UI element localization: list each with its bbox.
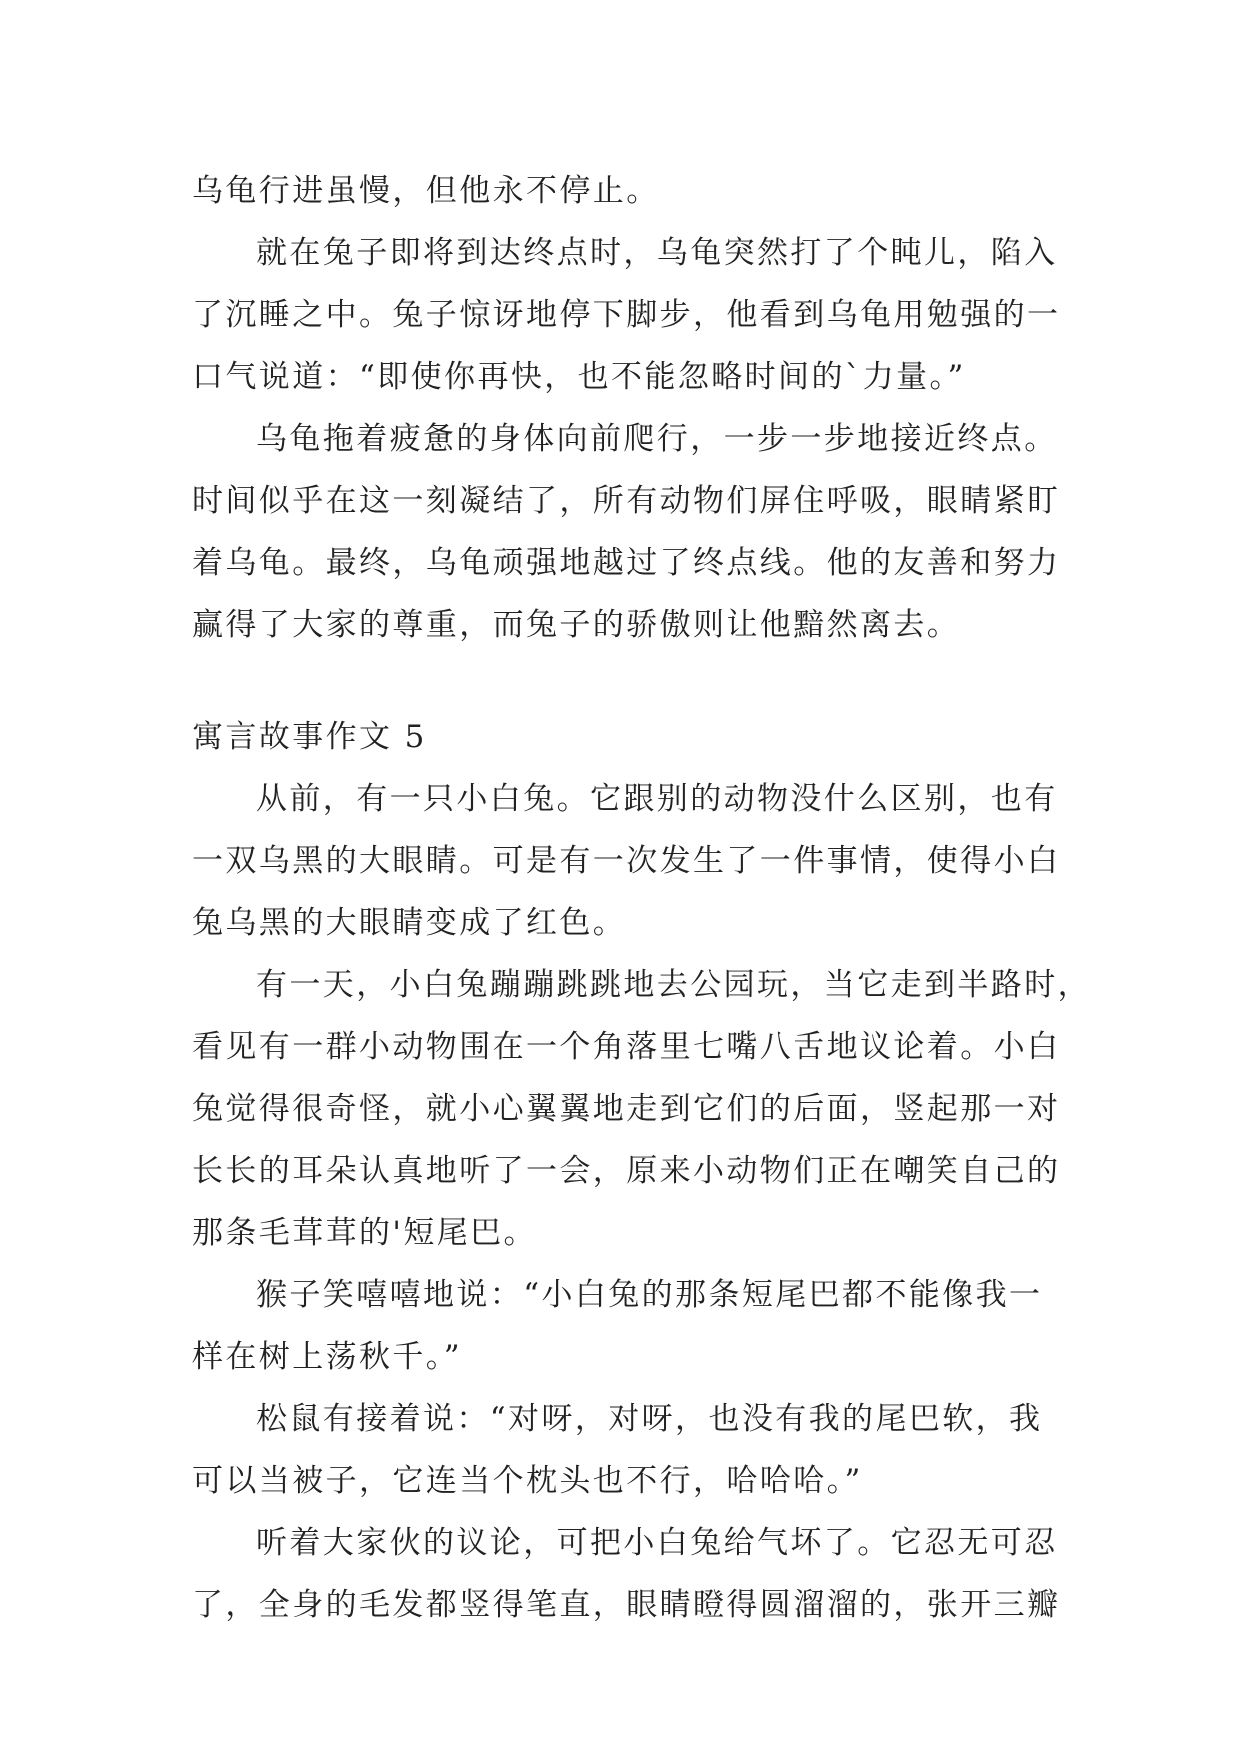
text-line: 赢得了大家的尊重，而兔子的骄傲则让他黯然离去。 [192,607,961,643]
text-line: 着乌龟。最终，乌龟顽强地越过了终点线。他的友善和努力 [192,545,1061,581]
text-line: 猴子笑嘻嘻地说：“小白兔的那条短尾巴都不能像我一 [256,1277,1043,1313]
text-line: 乌龟行进虽慢，但他永不停止。 [192,173,660,209]
text-line: 一双乌黑的大眼睛。可是有一次发生了一件事情，使得小白 [192,843,1061,879]
text-line: 有一天，小白兔蹦蹦跳跳地去公园玩，当它走到半路时， [256,967,1091,1003]
document-body [192,160,1091,1636]
text-line: 从前，有一只小白兔。它跟别的动物没什么区别，也有 [256,781,1058,817]
text-line: 时间似乎在这一刻凝结了，所有动物们屏住呼吸，眼睛紧盯 [192,483,1061,519]
text-line: 看见有一群小动物围在一个角落里七嘴八舌地议论着。小白 [192,1029,1061,1065]
text-line: 松鼠有接着说：“对呀，对呀，也没有我的尾巴软，我 [256,1401,1043,1437]
section-gap [192,656,1054,706]
text-line: 兔觉得很奇怪，就小心翼翼地走到它们的后面，竖起那一对 [192,1091,1061,1127]
text-line: 兔乌黑的大眼睛变成了红色。 [192,905,627,941]
text-line: 样在树上荡秋千。” [192,1339,462,1375]
text-line: 了沉睡之中。兔子惊讶地停下脚步，他看到乌龟用勉强的一 [192,297,1061,333]
text-line: 了，全身的毛发都竖得笔直，眼睛瞪得圆溜溜的，张开三瓣 [192,1587,1061,1623]
section-heading: 寓言故事作文 5 [192,719,427,755]
text-line: 就在兔子即将到达终点时，乌龟突然打了个盹儿，陷入 [256,235,1058,271]
text-line: 口气说道：“即使你再快，也不能忽略时间的`力量。” [192,359,966,395]
text-line: 听着大家伙的议论，可把小白兔给气坏了。它忍无可忍 [256,1525,1058,1561]
text-line: 那条毛茸茸的'短尾巴。 [192,1215,537,1251]
text-line: 乌龟拖着疲惫的身体向前爬行，一步一步地接近终点。 [256,421,1058,457]
text-line: 长长的耳朵认真地听了一会，原来小动物们正在嘲笑自己的 [192,1153,1061,1189]
text-line: 可以当被子，它连当个枕头也不行，哈哈哈。” [192,1463,863,1499]
